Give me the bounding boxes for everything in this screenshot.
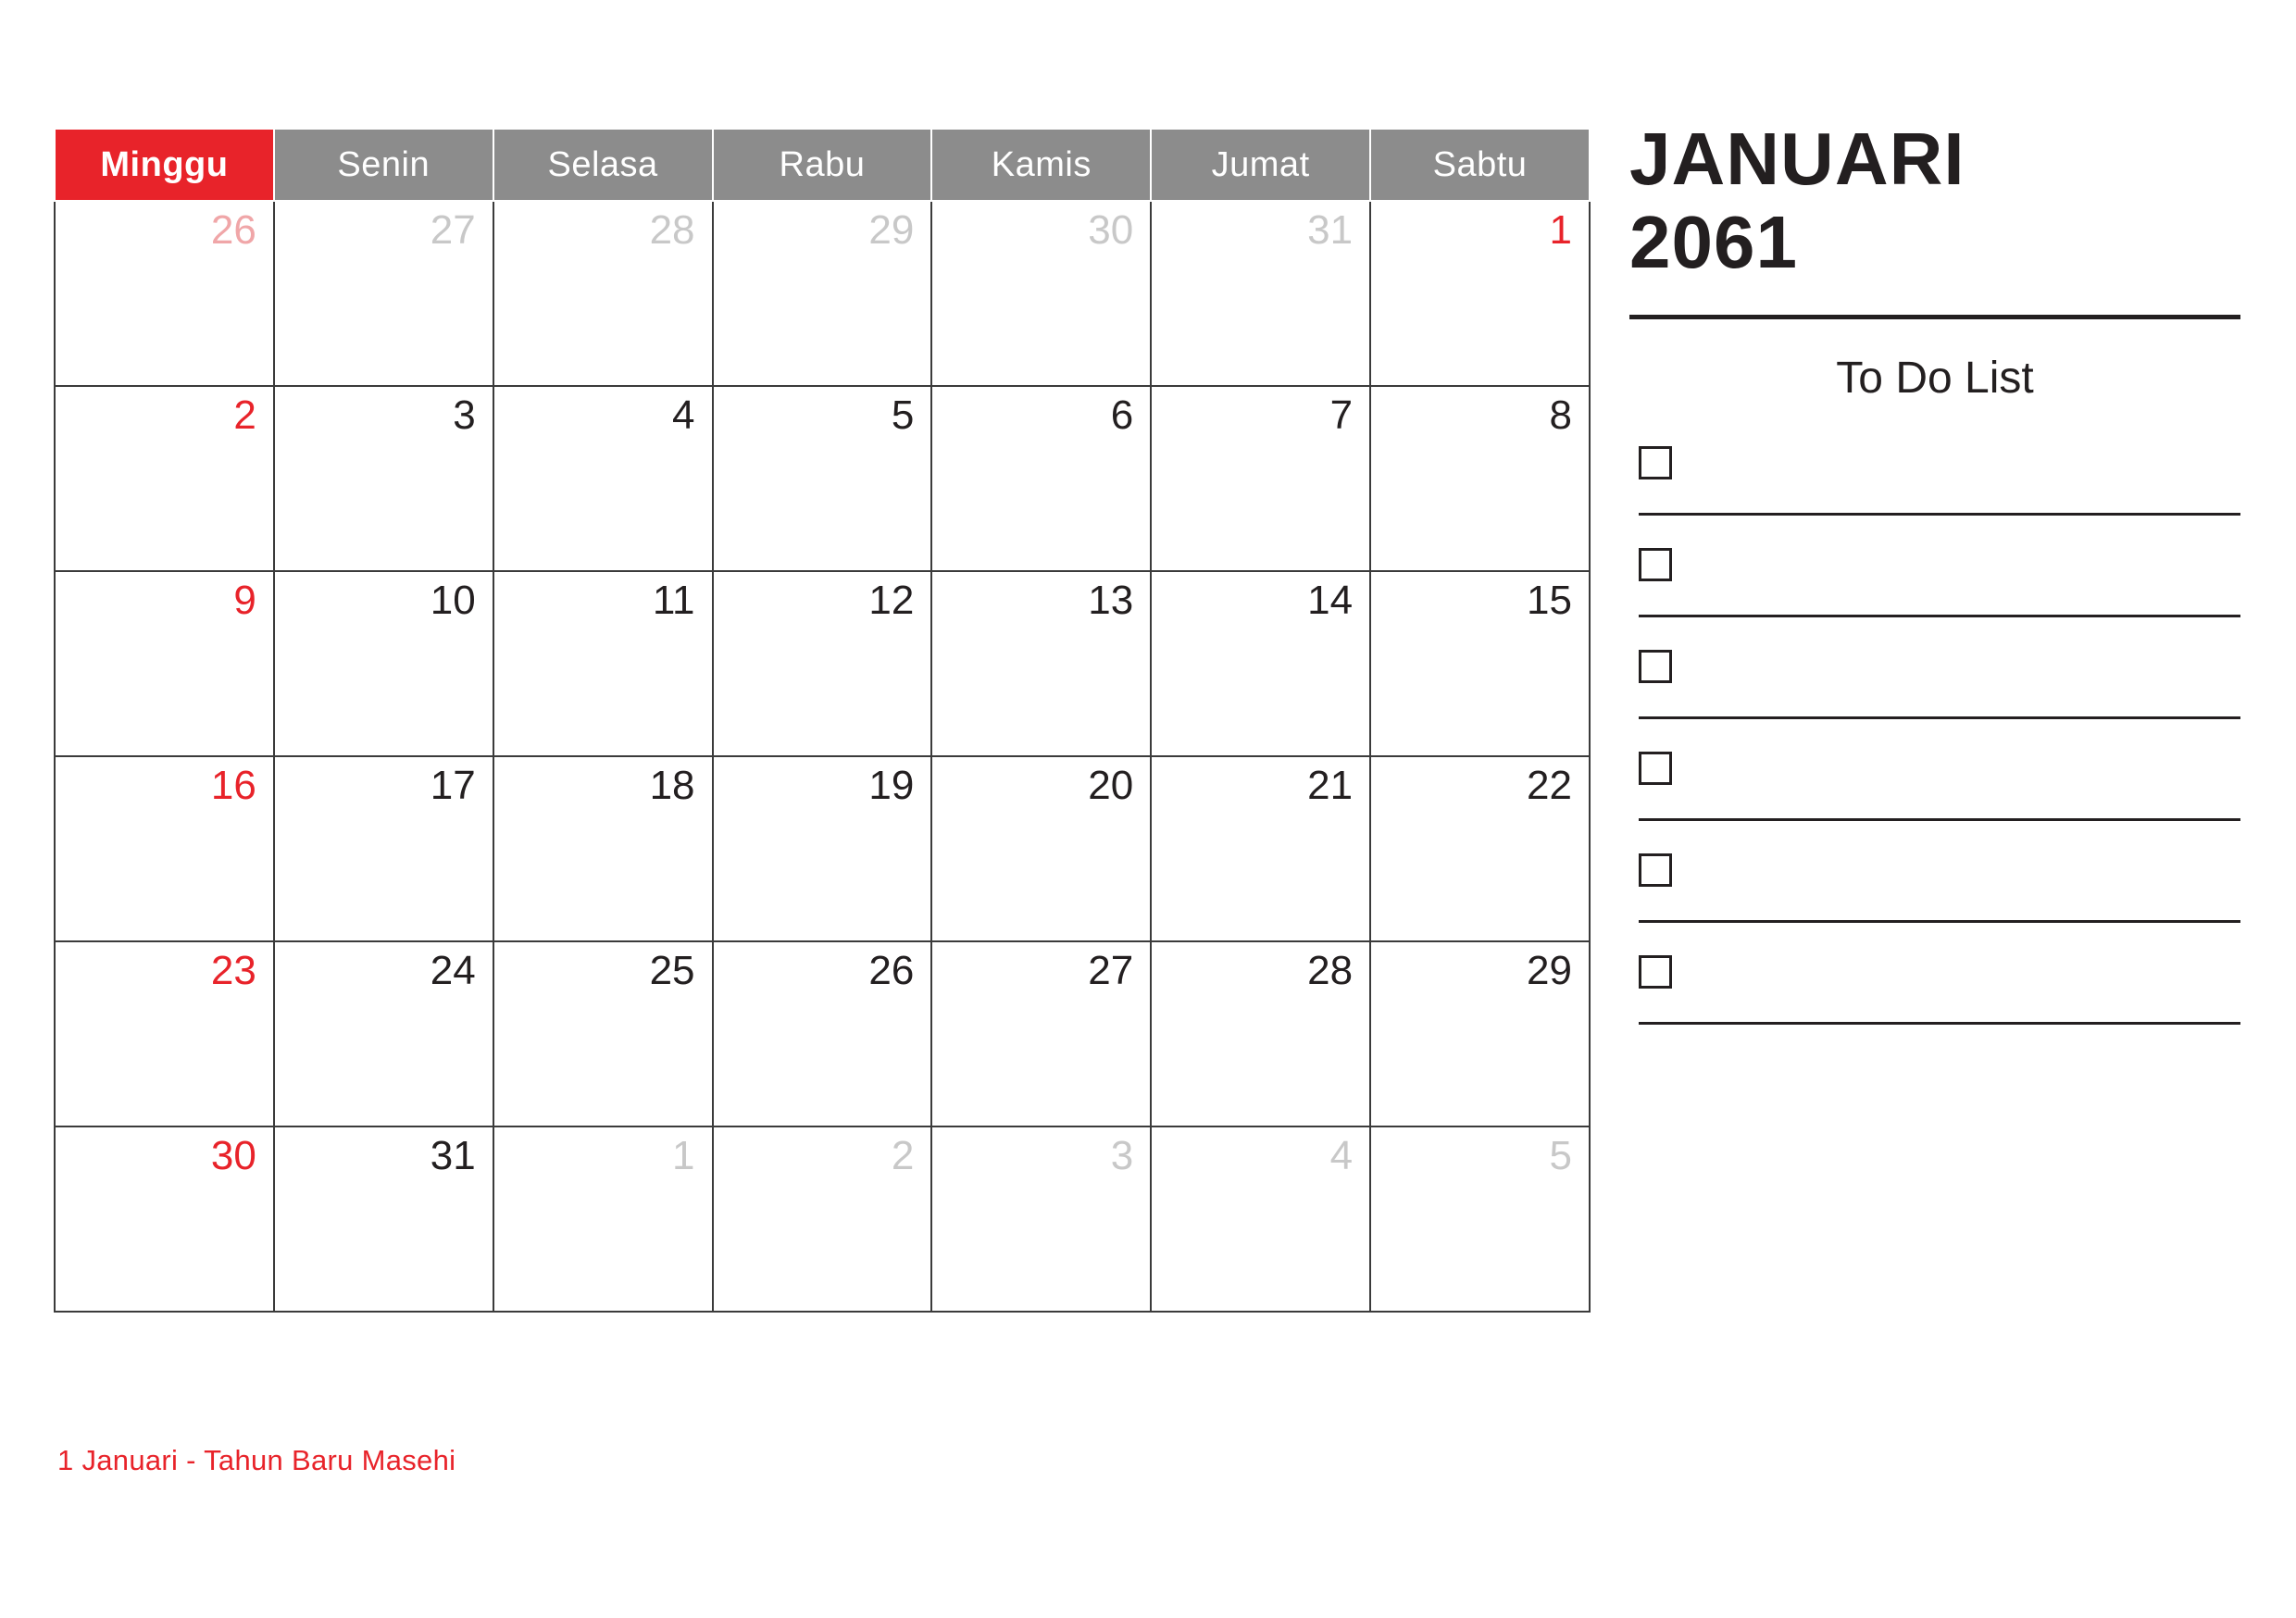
- todo-list-title: To Do List: [1836, 354, 2034, 403]
- day-number: 7: [1329, 392, 1354, 438]
- day-cell[interactable]: [1151, 941, 1370, 1126]
- todo-item[interactable]: [1629, 644, 2240, 746]
- day-cell[interactable]: [931, 571, 1151, 756]
- checkbox-icon[interactable]: [1639, 446, 1672, 479]
- day-cell[interactable]: [1151, 1126, 1370, 1312]
- calendar-week-row: [55, 386, 1590, 571]
- day-cell[interactable]: [55, 756, 274, 941]
- checkbox-icon[interactable]: [1639, 650, 1672, 683]
- day-number: 11: [652, 578, 695, 623]
- day-number: 28: [649, 207, 695, 253]
- day-number: 10: [430, 578, 476, 623]
- day-cell[interactable]: [931, 941, 1151, 1126]
- day-cell[interactable]: [493, 941, 713, 1126]
- day-cell[interactable]: [493, 756, 713, 941]
- day-number: 19: [868, 763, 915, 808]
- day-cell[interactable]: [1151, 571, 1370, 756]
- day-number: 14: [1307, 578, 1354, 623]
- weekday-header-kamis: Kamis: [931, 129, 1151, 201]
- day-cell[interactable]: [1370, 386, 1590, 571]
- day-number: 3: [1110, 1133, 1134, 1178]
- day-cell[interactable]: [493, 386, 713, 571]
- calendar-week-row: [55, 201, 1590, 386]
- day-cell[interactable]: [493, 1126, 713, 1312]
- todo-write-line[interactable]: [1639, 615, 2240, 617]
- todo-item[interactable]: [1629, 441, 2240, 542]
- day-cell[interactable]: [931, 201, 1151, 386]
- day-number: 15: [1527, 578, 1572, 623]
- day-number: 13: [1088, 578, 1134, 623]
- day-cell[interactable]: [274, 386, 493, 571]
- todo-item[interactable]: [1629, 746, 2240, 848]
- day-number: 27: [430, 207, 476, 253]
- day-cell[interactable]: [274, 1126, 493, 1312]
- day-number: 5: [891, 392, 915, 438]
- day-number: 28: [1307, 948, 1354, 993]
- day-number: 2: [233, 392, 256, 438]
- day-cell[interactable]: [1151, 201, 1370, 386]
- day-cell[interactable]: [55, 201, 274, 386]
- day-number: 8: [1549, 392, 1572, 438]
- day-cell[interactable]: [1370, 941, 1590, 1126]
- day-number: 23: [210, 948, 256, 993]
- calendar-table: [54, 128, 1591, 1313]
- day-number: 29: [868, 207, 915, 253]
- day-cell[interactable]: [713, 386, 932, 571]
- day-cell[interactable]: [274, 201, 493, 386]
- checkbox-icon[interactable]: [1639, 548, 1672, 581]
- day-cell[interactable]: [55, 941, 274, 1126]
- todo-item[interactable]: [1629, 848, 2240, 950]
- calendar-week-row: [55, 571, 1590, 756]
- holiday-note: 1 Januari - Tahun Baru Masehi: [57, 1444, 456, 1476]
- todo-write-line[interactable]: [1639, 716, 2240, 719]
- todo-write-line[interactable]: [1639, 920, 2240, 923]
- weekday-header-selasa: Selasa: [493, 129, 713, 201]
- weekday-header-jumat: Jumat: [1151, 129, 1370, 201]
- weekday-header-sabtu: Sabtu: [1370, 129, 1590, 201]
- title-divider: [1629, 315, 2240, 319]
- day-cell[interactable]: [713, 756, 932, 941]
- day-cell[interactable]: [931, 1126, 1151, 1312]
- weekday-header-senin: Senin: [274, 129, 493, 201]
- day-number: 12: [868, 578, 915, 623]
- calendar-week-row: [55, 756, 1590, 941]
- day-number: 26: [868, 948, 915, 993]
- calendar-grid: [54, 128, 1591, 1313]
- day-number: 31: [1307, 207, 1354, 253]
- calendar-body: [55, 201, 1590, 1312]
- day-number: 29: [1527, 948, 1572, 993]
- todo-item[interactable]: [1629, 950, 2240, 1052]
- day-number: 30: [1088, 207, 1134, 253]
- day-number: 21: [1307, 763, 1354, 808]
- day-cell[interactable]: [1151, 386, 1370, 571]
- day-cell[interactable]: [274, 756, 493, 941]
- day-number: 20: [1088, 763, 1134, 808]
- day-cell[interactable]: [55, 1126, 274, 1312]
- day-cell[interactable]: [55, 571, 274, 756]
- day-number: 31: [430, 1133, 476, 1178]
- day-number: 25: [649, 948, 695, 993]
- todo-list: [1629, 441, 2240, 1052]
- weekday-header-rabu: Rabu: [713, 129, 932, 201]
- side-panel: [1629, 118, 2240, 1052]
- day-number: 1: [672, 1133, 695, 1178]
- day-cell[interactable]: [274, 941, 493, 1126]
- day-cell[interactable]: [1151, 756, 1370, 941]
- todo-write-line[interactable]: [1639, 1022, 2240, 1025]
- day-number: 1: [1549, 207, 1572, 253]
- checkbox-icon[interactable]: [1639, 853, 1672, 887]
- day-cell-holiday[interactable]: [1370, 201, 1590, 386]
- day-cell[interactable]: [55, 386, 274, 571]
- day-number: 4: [1329, 1133, 1354, 1178]
- day-number: 22: [1527, 763, 1572, 808]
- day-cell[interactable]: [1370, 571, 1590, 756]
- day-cell[interactable]: [493, 571, 713, 756]
- day-cell[interactable]: [1370, 1126, 1590, 1312]
- day-cell[interactable]: [713, 1126, 932, 1312]
- year-title: 2061: [1629, 201, 1798, 283]
- month-title: JANUARI: [1629, 118, 1965, 200]
- day-number: 27: [1088, 948, 1134, 993]
- day-cell[interactable]: [274, 571, 493, 756]
- day-number: 6: [1110, 392, 1134, 438]
- day-number: 2: [891, 1133, 915, 1178]
- day-number: 16: [210, 763, 256, 808]
- day-number: 5: [1549, 1133, 1572, 1178]
- day-cell[interactable]: [713, 201, 932, 386]
- calendar-week-row: [55, 1126, 1590, 1312]
- day-cell[interactable]: [493, 201, 713, 386]
- day-number: 3: [453, 392, 476, 438]
- day-number: 9: [233, 578, 256, 623]
- todo-write-line[interactable]: [1639, 818, 2240, 821]
- todo-item[interactable]: [1629, 542, 2240, 644]
- day-number: 26: [210, 207, 256, 253]
- day-number: 4: [672, 392, 695, 438]
- day-cell[interactable]: [931, 386, 1151, 571]
- day-number: 17: [430, 763, 476, 808]
- weekday-header-row: [55, 129, 1590, 201]
- day-cell[interactable]: [1370, 756, 1590, 941]
- day-cell[interactable]: [713, 941, 932, 1126]
- calendar-week-row: [55, 941, 1590, 1126]
- day-number: 30: [210, 1133, 256, 1178]
- day-number: 24: [430, 948, 476, 993]
- checkbox-icon[interactable]: [1639, 955, 1672, 989]
- checkbox-icon[interactable]: [1639, 752, 1672, 785]
- day-cell[interactable]: [931, 756, 1151, 941]
- todo-write-line[interactable]: [1639, 513, 2240, 516]
- weekday-header-minggu: Minggu: [55, 129, 274, 201]
- day-number: 18: [649, 763, 695, 808]
- day-cell[interactable]: [713, 571, 932, 756]
